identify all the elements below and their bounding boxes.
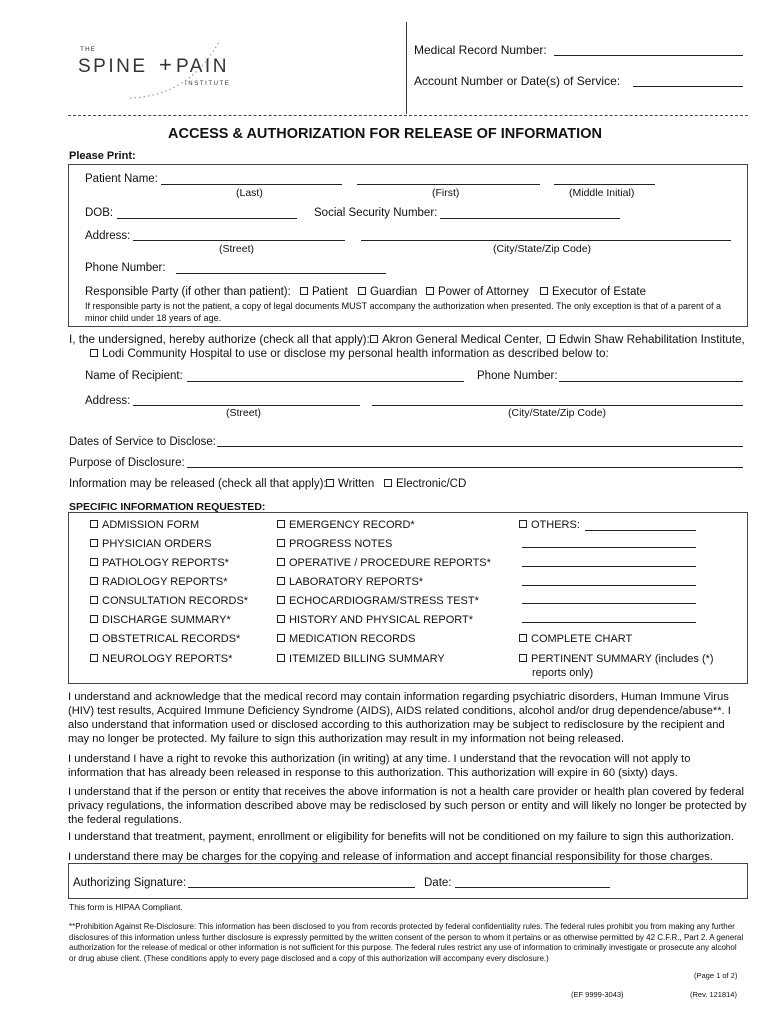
responsible-note: If responsible party is not the patient, a copy of legal documents MUST accompany the authorization when presented. The only exception is that of a parent of a minor child under 18 years of age. [85,301,722,323]
others-field-5[interactable] [522,603,696,604]
specific-option[interactable]: NEUROLOGY REPORTS* [90,653,232,665]
checkbox-icon [519,634,527,642]
checkbox-icon [277,577,285,585]
checkbox-icon [277,654,285,662]
recipient-street-field[interactable] [133,405,360,406]
please-print: Please Print: [69,150,136,162]
recipient-name-field[interactable] [187,381,464,382]
label-last: (Last) [236,187,263,199]
checkbox-icon [90,654,98,662]
specific-option[interactable]: ADMISSION FORM [90,519,199,531]
hipaa-note: This form is HIPAA Compliant. [69,902,183,912]
header-divider [406,22,407,114]
checkbox-icon [277,615,285,623]
checkbox-icon [90,520,98,528]
checkbox-icon [277,539,285,547]
specific-option[interactable]: PATHOLOGY REPORTS* [90,557,229,569]
recipient-phone-field[interactable] [559,381,743,382]
release-electronic[interactable]: Electronic/CD [384,478,466,490]
checkbox-icon [90,539,98,547]
checkbox-icon [547,335,555,343]
authorize-opt-lodi[interactable]: Lodi Community Hospital to use or disclose my personal health information as described below to: [90,347,609,360]
opt-others[interactable]: OTHERS: [519,519,580,531]
label-street: (Street) [219,243,255,255]
recipient-address-label: Address: [85,395,131,407]
logo [70,38,260,108]
release-label: Information may be released (check all that apply): [69,478,327,490]
phone-field[interactable] [176,273,386,274]
checkbox-icon [90,577,98,585]
checkbox-icon [90,615,98,623]
patient-middle-field[interactable] [554,184,655,185]
authorize-opt-akron[interactable]: Akron General Medical Center, [370,333,542,346]
mrn-label: Medical Record Number: [414,43,547,57]
checkbox-icon [326,479,334,487]
logo-plus: + [159,52,172,77]
dates-label: Dates of Service to Disclose: [69,436,217,448]
recipient-city-field[interactable] [372,405,743,406]
mrn-field[interactable] [554,55,743,56]
specific-option[interactable]: MEDICATION RECORDS [277,633,415,645]
resp-option-guardian[interactable]: Guardian [358,286,417,298]
address-city-field[interactable] [361,240,731,241]
opt-pertinent-summary[interactable]: PERTINENT SUMMARY (includes (*) [519,653,714,665]
patient-last-field[interactable] [161,184,342,185]
responsible-label: Responsible Party (if other than patient): [85,286,291,298]
label-city: (City/State/Zip Code) [493,243,592,255]
page-number: (Page 1 of 2) [694,971,738,980]
checkbox-icon [540,287,548,295]
revision-number: (Rev. 121814) [690,990,737,999]
specific-option[interactable]: EMERGENCY RECORD* [277,519,415,531]
checkbox-icon [277,634,285,642]
logo-the: THE [80,46,96,53]
others-field-6[interactable] [522,622,696,623]
checkbox-icon [358,287,366,295]
dates-field[interactable] [217,446,743,447]
resp-option-executor[interactable]: Executor of Estate [540,286,646,298]
checkbox-icon [90,634,98,642]
para-acknowledge: I understand and acknowledge that the medical record may contain information regarding psychiatric disorders, Human Immune Virus (HIV) test results, Acquired Immune Deficiency Syndrome (AIDS), AIDS related conditions, alcohol and/or drug dependence/abuse**. I also understand that information used or disclosed according to this authorization may be subject to redisclosure by the recipient and may no longer be protected. My failure to sign this authorization may result in my information not being released. [68,691,731,745]
address-label: Address: [85,230,131,242]
specific-option[interactable]: OBSTETRICAL RECORDS* [90,633,240,645]
date-field[interactable] [455,887,610,888]
checkbox-icon [300,287,308,295]
account-field[interactable] [633,86,743,87]
para-charges: I understand there may be charges for the copying and release of information and accept financial responsibility for those charges. [68,851,713,863]
logo-spine: SPINE [78,56,148,77]
authorize-line1: I, the undersigned, hereby authorize (check all that apply): [69,333,370,346]
checkbox-icon [370,335,378,343]
specific-heading: SPECIFIC INFORMATION REQUESTED: [69,501,266,513]
specific-option[interactable]: PROGRESS NOTES [277,538,392,550]
account-label: Account Number or Date(s) of Service: [414,74,621,88]
opt-complete-chart[interactable]: COMPLETE CHART [519,633,632,645]
para-treatment: I understand that treatment, payment, enrollment or eligibility for benefits will not be conditioned on my failure to sign this authorization. [68,831,735,843]
checkbox-icon [90,349,98,357]
signature-label: Authorizing Signature: [73,877,187,889]
page-title: ACCESS & AUTHORIZATION FOR RELEASE OF INFORMATION [168,126,602,142]
recipient-label-city: (City/State/Zip Code) [508,407,607,419]
specific-option[interactable]: ITEMIZED BILLING SUMMARY [277,653,445,665]
checkbox-icon [384,479,392,487]
specific-option[interactable]: ECHOCARDIOGRAM/STRESS TEST* [277,595,479,607]
dob-label: DOB: [85,207,114,219]
form-number: (EF 9999-3043) [571,990,624,999]
specific-option[interactable]: RADIOLOGY REPORTS* [90,576,228,588]
others-field-2[interactable] [522,547,696,548]
recipient-phone-label: Phone Number: [477,370,558,382]
specific-option[interactable]: DISCHARGE SUMMARY* [90,614,231,626]
label-first: (First) [432,187,460,199]
authorize-opt-edwin[interactable]: Edwin Shaw Rehabilitation Institute, [547,333,745,346]
purpose-label: Purpose of Disclosure: [69,457,185,469]
header-rule [68,115,748,116]
logo-institute: INSTITUTE [185,81,231,87]
specific-option[interactable]: CONSULTATION RECORDS* [90,595,248,607]
dob-field[interactable] [117,218,297,219]
label-middle: (Middle Initial) [569,187,635,199]
release-written[interactable]: Written [326,478,374,490]
specific-option[interactable]: LABORATORY REPORTS* [277,576,423,588]
prohibition-note: **Prohibition Against Re-Disclosure: This information has been disclosed to you from records protected by federal confidentiality rules. The federal rules prohibit you from making any further disclosures of this information unless further disclosure is expressly permitted by the written consent of the person to whom it pertains or as otherwise permitted by 42 C.F.R., Part 2. A general authorization for the release of medical or other information is not sufficient for this purpose. The federal rules restrict any use of information to criminally investigate or prosecute any alcohol or drug abuse client. (These conditions apply to every page disclosed and a copy of this authorization will accompany every disclosure.) [69,922,744,963]
checkbox-icon [90,558,98,566]
resp-option-poa[interactable]: Power of Attorney [426,286,529,298]
logo-pain: PAIN [176,56,229,77]
phone-label: Phone Number: [85,262,166,274]
others-field-4[interactable] [522,585,696,586]
purpose-field[interactable] [187,467,743,468]
signature-field[interactable] [188,887,415,888]
patient-first-field[interactable] [357,184,540,185]
others-field-3[interactable] [522,566,696,567]
patient-name-label: Patient Name: [85,173,158,185]
checkbox-icon [277,520,285,528]
date-label: Date: [424,877,452,889]
ssn-label: Social Security Number: [314,207,438,219]
specific-option[interactable]: OPERATIVE / PROCEDURE REPORTS* [277,557,491,569]
address-street-field[interactable] [133,240,345,241]
specific-option[interactable]: HISTORY AND PHYSICAL REPORT* [277,614,473,626]
recipient-label-street: (Street) [226,407,262,419]
para-redisclose: I understand that if the person or entity that receives the above information is not a health care provider or health plan covered by federal privacy regulations, the information described above may be redisclosed by such person or entity and will likely no longer be protected by the federal regulations. [68,786,747,826]
resp-option-patient[interactable]: Patient [300,286,348,298]
opt-pertinent-summary-cont: reports only) [532,667,594,679]
checkbox-icon [277,558,285,566]
checkbox-icon [277,596,285,604]
checkbox-icon [519,654,527,662]
specific-option[interactable]: PHYSICIAN ORDERS [90,538,211,550]
checkbox-icon [519,520,527,528]
checkbox-icon [90,596,98,604]
others-field-1[interactable] [585,530,696,531]
ssn-field[interactable] [440,218,620,219]
para-revoke: I understand I have a right to revoke this authorization (in writing) at any time. I understand that the revocation will not apply to information that has already been released in response to this authorization. This authorization will expire in 60 (sixty) days. [68,753,691,779]
checkbox-icon [426,287,434,295]
recipient-name-label: Name of Recipient: [85,370,183,382]
